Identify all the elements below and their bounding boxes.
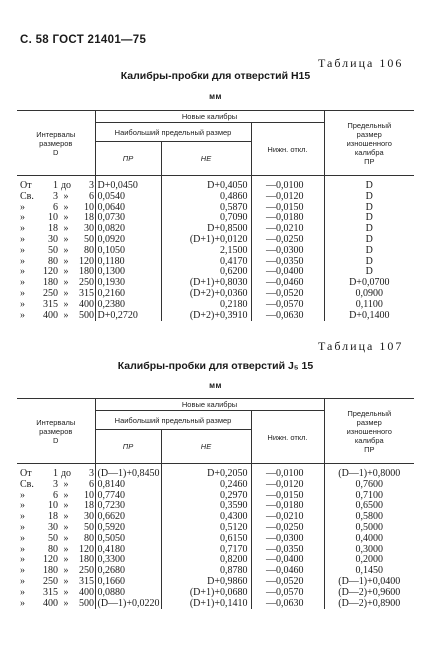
table-row — [17, 311, 414, 322]
table-row — [17, 534, 414, 545]
lower-deviation-cell: —0,0100 — [251, 464, 324, 480]
ne-cell: 0,4860 — [161, 192, 251, 203]
worn-limit-cell: 0,5000 — [324, 523, 414, 534]
table-row — [17, 235, 414, 246]
ne-cell: (D+2)+0,3910 — [161, 311, 251, 322]
table-row — [17, 512, 414, 523]
table-row — [17, 257, 414, 268]
ne-cell: (D+2)+0,0360 — [161, 289, 251, 300]
worn-limit-cell: 0,1100 — [324, 300, 414, 311]
pr-cell: 0,0920 — [95, 235, 161, 246]
pr-cell: 0,1050 — [95, 246, 161, 257]
ne-cell: 0,6150 — [161, 534, 251, 545]
header-ne: НЕ — [161, 430, 251, 464]
pr-cell: 0,1930 — [95, 278, 161, 289]
interval-cell: » 180 » 250 — [20, 277, 94, 289]
header-largest-limit: Наибольший предельный размер — [95, 123, 251, 142]
table-row — [17, 289, 414, 300]
interval-cell: » 30 » 50 — [20, 233, 94, 245]
lower-deviation-cell: —0,0150 — [251, 203, 324, 214]
worn-limit-cell: D — [324, 224, 414, 235]
lower-deviation-cell: —0,0630 — [251, 311, 324, 322]
pr-cell: 0,7230 — [95, 501, 161, 512]
worn-limit-cell: (D—2)+0,8900 — [324, 599, 414, 610]
interval-cell: Св. 3 » 6 — [20, 478, 94, 490]
header-lower-deviation: Нижн. откл. — [251, 123, 324, 176]
ne-cell: 0,4170 — [161, 257, 251, 268]
interval-cell: От 1 до 3 — [20, 468, 94, 479]
pr-cell: D+0,2720 — [95, 311, 161, 322]
lower-deviation-cell: —0,0210 — [251, 512, 324, 523]
header-largest-limit: Наибольший предельный размер — [95, 411, 251, 430]
table-row — [17, 501, 414, 512]
lower-deviation-cell: —0,0210 — [251, 224, 324, 235]
header-interval: Интервалы размеров D — [17, 111, 95, 176]
table-row — [17, 192, 414, 203]
table-row — [17, 300, 414, 311]
pr-cell: (D—1)+0,0220 — [95, 599, 161, 610]
table-row — [17, 491, 414, 502]
ne-cell: 0,2180 — [161, 300, 251, 311]
lower-deviation-cell: —0,0150 — [251, 491, 324, 502]
worn-limit-cell: 0,1450 — [324, 566, 414, 577]
worn-limit-cell: D — [324, 267, 414, 278]
ne-cell: (D+1)+0,8030 — [161, 278, 251, 289]
worn-limit-cell: D — [324, 257, 414, 268]
pr-cell: 0,0730 — [95, 213, 161, 224]
worn-limit-cell: 0,7600 — [324, 480, 414, 491]
pr-cell: 0,6620 — [95, 512, 161, 523]
interval-cell: Св. 3 » 6 — [20, 190, 94, 202]
header-worn-limit: Предельный размер изношенного калибра ПР — [324, 111, 414, 176]
lower-deviation-cell: —0,0100 — [251, 176, 324, 192]
lower-deviation-cell: —0,0400 — [251, 555, 324, 566]
pr-cell: 0,3300 — [95, 555, 161, 566]
ne-cell: D+0,4050 — [161, 176, 251, 192]
ne-cell: (D+1)+0,1410 — [161, 599, 251, 610]
lower-deviation-cell: —0,0300 — [251, 246, 324, 257]
lower-deviation-cell: —0,0570 — [251, 588, 324, 599]
worn-limit-cell: 0,4000 — [324, 534, 414, 545]
ne-cell: 0,8200 — [161, 555, 251, 566]
table-row — [17, 588, 414, 599]
page-header: С. 58 ГОСТ 21401—75 — [20, 34, 147, 46]
pr-cell: D+0,0450 — [95, 176, 161, 192]
ne-cell: 0,7090 — [161, 213, 251, 224]
ne-cell: (D+1)+0,0120 — [161, 235, 251, 246]
pr-cell: 0,0880 — [95, 588, 161, 599]
interval-cell: » 315 » 400 — [20, 586, 94, 598]
table-row — [17, 176, 414, 192]
interval-cell: » 400 » 500 — [20, 597, 94, 609]
lower-deviation-cell: —0,0350 — [251, 545, 324, 556]
table-row — [17, 523, 414, 534]
lower-deviation-cell: —0,0350 — [251, 257, 324, 268]
lower-deviation-cell: —0,0120 — [251, 192, 324, 203]
pr-cell: 0,4180 — [95, 545, 161, 556]
ne-cell: 2,1500 — [161, 246, 251, 257]
pr-cell: 0,8140 — [95, 480, 161, 491]
lower-deviation-cell: —0,0300 — [251, 534, 324, 545]
interval-cell: » 180 » 250 — [20, 565, 94, 577]
worn-limit-cell: D — [324, 192, 414, 203]
interval-cell: » 18 » 30 — [20, 223, 94, 235]
header-new-gauges: Новые калибры — [95, 399, 324, 411]
ne-cell: 0,3590 — [161, 501, 251, 512]
worn-limit-cell: D — [324, 176, 414, 192]
table-106-unit: мм — [209, 92, 222, 101]
header-pr: ПР — [95, 142, 161, 176]
ne-cell: D+0,9860 — [161, 577, 251, 588]
interval-cell: » 250 » 315 — [20, 287, 94, 299]
worn-limit-cell: 0,5800 — [324, 512, 414, 523]
header-lower-deviation: Нижн. откл. — [251, 411, 324, 464]
ne-cell: 0,4300 — [161, 512, 251, 523]
ne-cell: D+0,2050 — [161, 464, 251, 480]
table-107-unit: мм — [209, 381, 222, 390]
worn-limit-cell: 0,0900 — [324, 289, 414, 300]
table-row — [17, 545, 414, 556]
interval-cell: » 315 » 400 — [20, 298, 94, 310]
table-row — [17, 599, 414, 610]
interval-cell: » 80 » 120 — [20, 543, 94, 555]
ne-cell: 0,5870 — [161, 203, 251, 214]
pr-cell: 0,0820 — [95, 224, 161, 235]
pr-cell: (D—1)+0,8450 — [95, 464, 161, 480]
pr-cell: 0,5050 — [95, 534, 161, 545]
pr-cell: 0,2380 — [95, 300, 161, 311]
worn-limit-cell: (D—1)+0,8000 — [324, 464, 414, 480]
pr-cell: 0,1300 — [95, 267, 161, 278]
table-row — [17, 464, 414, 480]
ne-cell: 0,2970 — [161, 491, 251, 502]
lower-deviation-cell: —0,0400 — [251, 267, 324, 278]
lower-deviation-cell: —0,0460 — [251, 278, 324, 289]
pr-cell: 0,1660 — [95, 577, 161, 588]
interval-cell: » 18 » 30 — [20, 511, 94, 523]
worn-limit-cell: D+0,1400 — [324, 311, 414, 322]
worn-limit-cell: 0,3000 — [324, 545, 414, 556]
interval-cell: » 400 » 500 — [20, 309, 94, 321]
table-107-label: Таблица 107 — [318, 339, 404, 353]
pr-cell: 0,7740 — [95, 491, 161, 502]
table-107 — [17, 398, 414, 609]
pr-cell: 0,1180 — [95, 257, 161, 268]
pr-cell: 0,0540 — [95, 192, 161, 203]
worn-limit-cell: D — [324, 246, 414, 257]
interval-cell: » 120 » 180 — [20, 266, 94, 278]
ne-cell: (D+1)+0,0680 — [161, 588, 251, 599]
lower-deviation-cell: —0,0250 — [251, 235, 324, 246]
interval-cell: » 30 » 50 — [20, 521, 94, 533]
pr-cell: 0,2160 — [95, 289, 161, 300]
lower-deviation-cell: —0,0180 — [251, 501, 324, 512]
ne-cell: 0,6200 — [161, 267, 251, 278]
worn-limit-cell: D — [324, 203, 414, 214]
lower-deviation-cell: —0,0520 — [251, 577, 324, 588]
lower-deviation-cell: —0,0250 — [251, 523, 324, 534]
ne-cell: 0,8780 — [161, 566, 251, 577]
lower-deviation-cell: —0,0460 — [251, 566, 324, 577]
pr-cell: 0,5920 — [95, 523, 161, 534]
pr-cell: 0,2680 — [95, 566, 161, 577]
worn-limit-cell: 0,2000 — [324, 555, 414, 566]
worn-limit-cell: 0,7100 — [324, 491, 414, 502]
interval-cell: » 6 » 10 — [20, 201, 94, 213]
table-107-title: Калибры-пробки для отверстий J₅ 15 — [117, 360, 314, 372]
ne-cell: 0,5120 — [161, 523, 251, 534]
table-row — [17, 203, 414, 214]
interval-cell: » 50 » 80 — [20, 244, 94, 256]
worn-limit-cell: (D—2)+0,9600 — [324, 588, 414, 599]
header-ne: НЕ — [161, 142, 251, 176]
ne-cell: 0,2460 — [161, 480, 251, 491]
lower-deviation-cell: —0,0520 — [251, 289, 324, 300]
pr-cell: 0,0640 — [95, 203, 161, 214]
interval-cell: » 50 » 80 — [20, 532, 94, 544]
lower-deviation-cell: —0,0120 — [251, 480, 324, 491]
worn-limit-cell: D+0,0700 — [324, 278, 414, 289]
table-106 — [17, 110, 414, 321]
header-interval: Интервалы размеров D — [17, 399, 95, 464]
interval-cell: » 10 » 18 — [20, 500, 94, 512]
ne-cell: 0,7170 — [161, 545, 251, 556]
worn-limit-cell: D — [324, 235, 414, 246]
ne-cell: D+0,8500 — [161, 224, 251, 235]
header-pr: ПР — [95, 430, 161, 464]
worn-limit-cell: 0,6500 — [324, 501, 414, 512]
header-new-gauges: Новые калибры — [95, 111, 324, 123]
lower-deviation-cell: —0,0570 — [251, 300, 324, 311]
table-106-title: Калибры-пробки для отверстий H15 — [120, 70, 311, 82]
lower-deviation-cell: —0,0630 — [251, 599, 324, 610]
interval-cell: » 120 » 180 — [20, 554, 94, 566]
interval-cell: » 80 » 120 — [20, 255, 94, 267]
table-row — [17, 246, 414, 257]
table-row — [17, 480, 414, 491]
worn-limit-cell: D — [324, 213, 414, 224]
interval-cell: » 250 » 315 — [20, 575, 94, 587]
lower-deviation-cell: —0,0180 — [251, 213, 324, 224]
interval-cell: От 1 до 3 — [20, 180, 94, 191]
interval-cell: » 10 » 18 — [20, 212, 94, 224]
worn-limit-cell: (D—1)+0,0400 — [324, 577, 414, 588]
header-worn-limit: Предельный размер изношенного калибра ПР — [324, 399, 414, 464]
table-row — [17, 555, 414, 566]
interval-cell: » 6 » 10 — [20, 489, 94, 501]
table-106-label: Таблица 106 — [318, 56, 404, 70]
